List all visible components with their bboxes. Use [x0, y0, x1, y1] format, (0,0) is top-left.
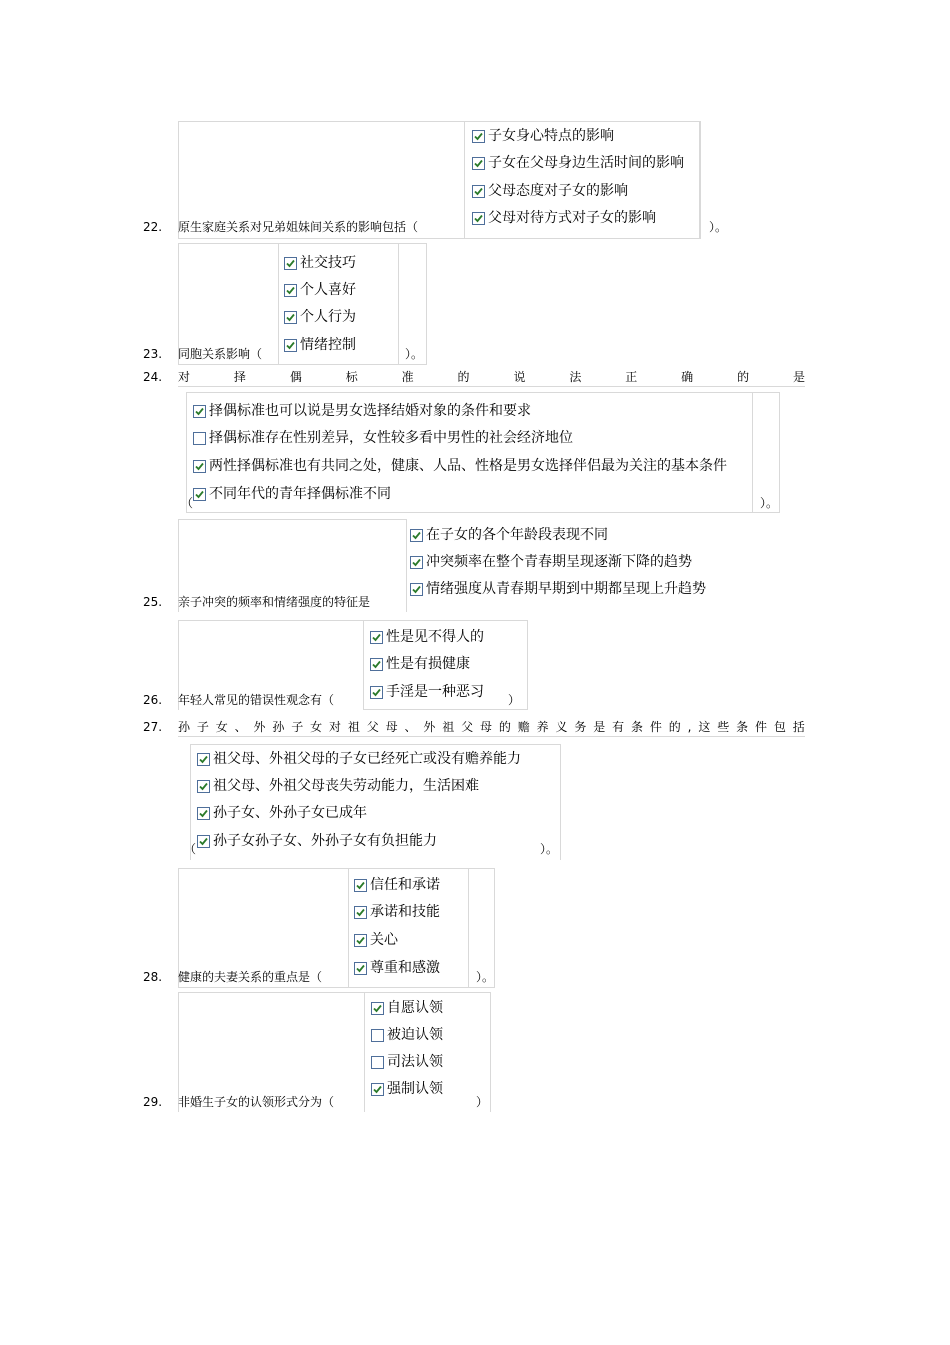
option-label: 信任和承诺: [370, 877, 440, 893]
option-label: 司法认领: [387, 1054, 443, 1070]
option-label: 父母对待方式对子女的影响: [488, 210, 656, 226]
checkmark-icon: [357, 965, 364, 971]
q23-option-2[interactable]: [284, 281, 356, 299]
stem-char: 外: [253, 720, 266, 734]
q28-stem: 健康的夫妻关系的重点是（: [178, 970, 323, 984]
q27-tail: ）。: [540, 842, 559, 856]
q29-stem-frame: [178, 992, 364, 1112]
checkmark-icon: [357, 909, 364, 915]
checkmark-icon: [357, 882, 364, 888]
q23-tail: ）。: [405, 347, 424, 361]
stem-char: 母: [385, 720, 398, 734]
q29-option-1[interactable]: [371, 999, 443, 1017]
option-label: 子女在父母身边生活时间的影响: [488, 155, 684, 171]
option-label: 尊重和感激: [370, 960, 440, 976]
q24-divider: [752, 392, 753, 513]
stem-char: 是: [792, 370, 805, 384]
stem-char: 偶: [289, 370, 302, 384]
q26-number: 26.: [143, 693, 163, 707]
stem-char: 赡: [517, 720, 530, 734]
q26-tail: ）: [508, 693, 521, 707]
option-label: 个人喜好: [300, 282, 356, 298]
checkbox[interactable]: [410, 556, 423, 569]
checkmark-icon: [200, 756, 207, 762]
q27-open: （: [184, 842, 197, 856]
q22-stem: 原生家庭关系对兄弟姐妹间关系的影响包括（: [178, 220, 419, 234]
q25-divider: [406, 519, 407, 612]
q24-option-4[interactable]: [193, 485, 391, 503]
option-label: 子女身心特点的影响: [488, 128, 614, 144]
checkbox[interactable]: [197, 835, 210, 848]
q23-number: 23.: [143, 347, 163, 361]
q22-divider: [699, 121, 700, 239]
q24-tail: ）。: [760, 496, 779, 510]
checkbox[interactable]: [472, 185, 485, 198]
stem-char: 祖: [347, 720, 360, 734]
option-label: 不同年代的青年择偶标准不同: [209, 486, 391, 502]
q29-option-2[interactable]: [371, 1026, 443, 1044]
q23-option-3[interactable]: [284, 308, 356, 326]
checkbox[interactable]: [371, 1029, 384, 1042]
checkmark-icon: [287, 314, 294, 320]
option-label: 性是有损健康: [386, 656, 470, 672]
q24-option-2[interactable]: [193, 429, 573, 447]
checkbox[interactable]: [472, 212, 485, 225]
checkmark-icon: [475, 160, 482, 166]
q27-option-1[interactable]: [197, 750, 521, 768]
checkmark-icon: [357, 937, 364, 943]
q29-option-4[interactable]: [371, 1080, 443, 1098]
stem-char: 的: [668, 720, 681, 734]
checkmark-icon: [196, 463, 203, 469]
checkmark-icon: [413, 586, 420, 592]
stem-char: 些: [717, 720, 730, 734]
option-label: 个人行为: [300, 309, 356, 325]
q29-number: 29.: [143, 1095, 163, 1109]
q25-number: 25.: [143, 595, 163, 609]
checkbox[interactable]: [370, 686, 383, 699]
stem-char: 法: [569, 370, 582, 384]
stem-char: 养: [536, 720, 549, 734]
stem-char: 、: [234, 720, 247, 734]
q27-option-2[interactable]: [197, 777, 479, 795]
q23-stem: 同胞关系影响（: [178, 347, 263, 361]
checkmark-icon: [475, 215, 482, 221]
q26-stem: 年轻人常见的错误性观念有（: [178, 693, 335, 707]
checkbox[interactable]: [197, 753, 210, 766]
checkbox[interactable]: [284, 284, 297, 297]
q23-option-1[interactable]: [284, 254, 356, 272]
q29-stem: 非婚生子女的认领形式分为（: [178, 1095, 335, 1109]
option-label: 择偶标准也可以说是男女选择结婚对象的条件和要求: [209, 403, 531, 419]
stem-char: 、: [404, 720, 417, 734]
q28-option-3[interactable]: [354, 931, 398, 949]
q29-option-3[interactable]: [371, 1053, 443, 1071]
checkmark-icon: [200, 810, 207, 816]
checkmark-icon: [287, 342, 294, 348]
stem-char: 母: [480, 720, 493, 734]
option-label: 自愿认领: [387, 1000, 443, 1016]
stem-char: 条: [736, 720, 749, 734]
option-label: 择偶标准存在性别差异，女性较多看中男性的社会经济地位: [209, 430, 573, 446]
stem-char: 有: [612, 720, 625, 734]
stem-char: 子: [291, 720, 304, 734]
stem-char: 的: [498, 720, 511, 734]
q29-tail: ）: [476, 1095, 489, 1109]
q24-stem: [178, 370, 805, 384]
q28-option-4[interactable]: [354, 959, 440, 977]
checkbox[interactable]: [193, 460, 206, 473]
checkbox[interactable]: [284, 311, 297, 324]
stem-char: 女: [310, 720, 323, 734]
stem-char: 的: [737, 370, 750, 384]
checkmark-icon: [373, 689, 380, 695]
stem-char: 务: [574, 720, 587, 734]
q27-rule: [178, 736, 805, 737]
stem-char: ,: [687, 720, 692, 734]
q28-number: 28.: [143, 970, 163, 984]
checkmark-icon: [196, 408, 203, 414]
stem-char: 标: [345, 370, 358, 384]
option-label: 祖父母、外祖父母的子女已经死亡或没有赡养能力: [213, 751, 521, 767]
q27-number: 27.: [143, 720, 163, 734]
checkbox[interactable]: [354, 962, 367, 975]
option-label: 被迫认领: [387, 1027, 443, 1043]
q26-option-2[interactable]: [370, 655, 470, 673]
stem-char: 祖: [442, 720, 455, 734]
checkmark-icon: [374, 1005, 381, 1011]
checkmark-icon: [373, 661, 380, 667]
stem-char: 确: [681, 370, 694, 384]
checkbox[interactable]: [371, 1083, 384, 1096]
stem-char: 孙: [272, 720, 285, 734]
checkmark-icon: [373, 634, 380, 640]
option-label: 承诺和技能: [370, 904, 440, 920]
q26-option-1[interactable]: [370, 628, 484, 646]
checkmark-icon: [413, 559, 420, 565]
stem-char: 对: [178, 370, 191, 384]
stem-char: 是: [593, 720, 606, 734]
checkbox[interactable]: [410, 583, 423, 596]
checkbox[interactable]: [472, 130, 485, 143]
checkbox[interactable]: [472, 157, 485, 170]
checkmark-icon: [475, 133, 482, 139]
stem-char: 件: [649, 720, 662, 734]
checkbox[interactable]: [193, 405, 206, 418]
checkmark-icon: [287, 260, 294, 266]
option-label: 祖父母、外祖父母丧失劳动能力，生活困难: [213, 778, 479, 794]
q22-tail: ）。: [709, 220, 728, 234]
stem-char: 孙: [178, 720, 191, 734]
checkbox[interactable]: [193, 432, 206, 445]
option-label: 情绪强度从青春期早期到中期都呈现上升趋势: [426, 581, 706, 597]
q24-number: 24.: [143, 370, 163, 384]
option-label: 关心: [370, 932, 398, 948]
q25-option-3[interactable]: [410, 580, 706, 598]
stem-char: 括: [792, 720, 805, 734]
checkbox[interactable]: [193, 488, 206, 501]
checkbox[interactable]: [197, 780, 210, 793]
checkmark-icon: [413, 532, 420, 538]
stem-char: 外: [423, 720, 436, 734]
option-label: 情绪控制: [300, 337, 356, 353]
q22-option-3[interactable]: [472, 182, 628, 200]
stem-char: 子: [196, 720, 209, 734]
checkbox[interactable]: [197, 807, 210, 820]
q24-open: （: [181, 496, 194, 510]
q24-rule: [178, 386, 805, 387]
checkmark-icon: [200, 783, 207, 789]
checkmark-icon: [374, 1086, 381, 1092]
q22-option-2[interactable]: [472, 154, 684, 172]
stem-char: 件: [754, 720, 767, 734]
q22-option-4[interactable]: [472, 209, 656, 227]
option-label: 在子女的各个年龄段表现不同: [426, 527, 608, 543]
checkbox[interactable]: [371, 1056, 384, 1069]
checkbox[interactable]: [354, 879, 367, 892]
q28-divider: [468, 868, 469, 988]
option-label: 孙子女、外孙子女已成年: [213, 805, 367, 821]
stem-char: 父: [461, 720, 474, 734]
stem-char: 父: [366, 720, 379, 734]
option-label: 孙子女孙子女、外孙子女有负担能力: [213, 833, 437, 849]
checkbox[interactable]: [410, 529, 423, 542]
checkbox[interactable]: [354, 934, 367, 947]
q24-option-1[interactable]: [193, 402, 531, 420]
checkbox[interactable]: [284, 339, 297, 352]
q26-option-3[interactable]: [370, 683, 484, 701]
checkmark-icon: [287, 287, 294, 293]
q28-option-2[interactable]: [354, 903, 440, 921]
stem-char: 对: [329, 720, 342, 734]
stem-char: 正: [625, 370, 638, 384]
option-label: 两性择偶标准也有共同之处，健康、人品、性格是男女选择伴侣最为关注的基本条件: [209, 458, 727, 474]
stem-char: 说: [513, 370, 526, 384]
q27-stem: [178, 720, 805, 734]
checkbox[interactable]: [371, 1002, 384, 1015]
q28-option-1[interactable]: [354, 876, 440, 894]
stem-char: 条: [631, 720, 644, 734]
option-label: 手淫是一种恶习: [386, 684, 484, 700]
option-label: 父母态度对子女的影响: [488, 183, 628, 199]
option-label: 强制认领: [387, 1081, 443, 1097]
q24-option-3[interactable]: [193, 457, 727, 475]
stem-char: 包: [773, 720, 786, 734]
stem-char: 的: [457, 370, 470, 384]
q22-option-1[interactable]: [472, 127, 614, 145]
checkbox[interactable]: [370, 631, 383, 644]
stem-char: 准: [401, 370, 414, 384]
checkmark-icon: [196, 491, 203, 497]
stem-char: 女: [215, 720, 228, 734]
q25-option-1[interactable]: [410, 526, 608, 544]
option-label: 冲突频率在整个青春期呈现逐渐下降的趋势: [426, 554, 692, 570]
q27-option-3[interactable]: [197, 804, 367, 822]
option-label: 性是见不得人的: [386, 629, 484, 645]
q27-option-4[interactable]: [197, 832, 437, 850]
q25-option-2[interactable]: [410, 553, 692, 571]
q25-stem: 亲子冲突的频率和情绪强度的特征是: [178, 595, 371, 609]
checkbox[interactable]: [370, 658, 383, 671]
stem-char: 这: [698, 720, 711, 734]
q22-number: 22.: [143, 220, 163, 234]
q28-tail: ）。: [476, 970, 495, 984]
option-label: 社交技巧: [300, 255, 356, 271]
checkmark-icon: [200, 838, 207, 844]
checkmark-icon: [475, 188, 482, 194]
stem-char: 义: [555, 720, 568, 734]
checkbox[interactable]: [284, 257, 297, 270]
q23-option-4[interactable]: [284, 336, 356, 354]
q23-divider: [398, 243, 399, 365]
stem-char: 择: [233, 370, 246, 384]
checkbox[interactable]: [354, 906, 367, 919]
